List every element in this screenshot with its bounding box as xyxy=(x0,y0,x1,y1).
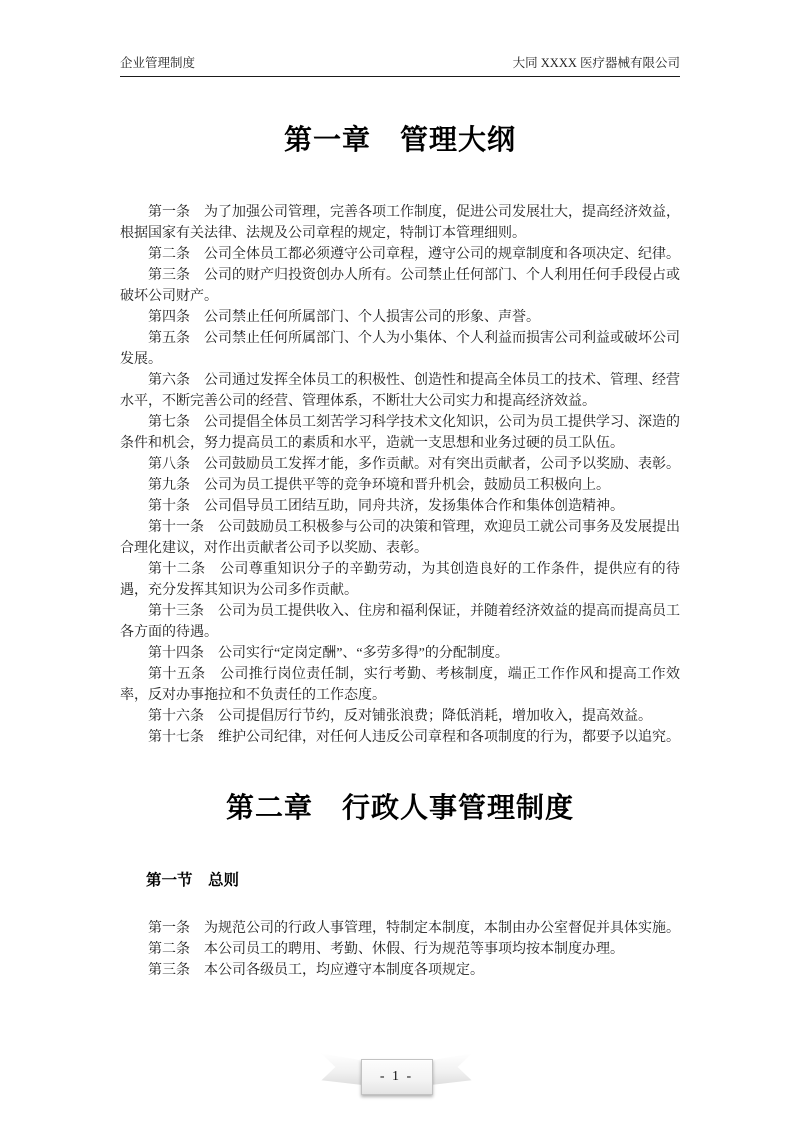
article-paragraph: 第十四条 公司实行“定岗定酬”、“多劳多得”的分配制度。 xyxy=(148,646,509,661)
chapter1-articles xyxy=(120,202,680,748)
chapter1-title: 第一章 管理大纲 xyxy=(283,125,516,156)
article-paragraph: 第十七条 维护公司纪律，对任何人违反公司章程和各项制度的行为，都要予以追究。 xyxy=(148,730,680,745)
page-number: - 1 - xyxy=(379,1069,414,1084)
chapter2-title: 第二章 行政人事管理制度 xyxy=(225,793,574,824)
article-paragraph: 第二条 本公司员工的聘用、考勤、休假、行为规范等事项均按本制度办理。 xyxy=(148,942,624,957)
article-paragraph: 第九条 公司为员工提供平等的竞争环境和晋升机会，鼓励员工积极向上。 xyxy=(148,478,610,493)
page-number-ribbon xyxy=(322,1048,472,1100)
article-paragraph: 第十二条 公司尊重知识分子的辛勤劳动，为其创造良好的工作条件，提供应有的待遇，充分发挥其知识为公司多作贡献。 xyxy=(120,562,680,598)
article-paragraph: 第十一条 公司鼓励员工积极参与公司的决策和管理，欢迎员工就公司事务及发展提出合理化建议，对作出贡献者公司予以奖励、表彰。 xyxy=(120,520,680,556)
page-header xyxy=(120,56,680,77)
article-paragraph: 第一条 为了加强公司管理，完善各项工作制度，促进公司发展壮大，提高经济效益，根据国家有关法律、法规及公司章程的规定，特制订本管理细则。 xyxy=(120,205,680,241)
article-paragraph: 第二条 公司全体员工都必须遵守公司章程，遵守公司的规章制度和各项决定、纪律。 xyxy=(148,247,680,262)
article-paragraph: 第十条 公司倡导员工团结互助，同舟共济，发扬集体合作和集体创造精神。 xyxy=(148,499,624,514)
article-paragraph: 第六条 公司通过发挥全体员工的积极性、创造性和提高全体员工的技术、管理、经营水平，不断完善公司的经营、管理体系，不断壮大公司实力和提高经济效益。 xyxy=(120,373,680,409)
article-paragraph: 第八条 公司鼓励员工发挥才能，多作贡献。对有突出贡献者，公司予以奖励、表彰。 xyxy=(148,457,680,472)
article-paragraph: 第五条 公司禁止任何所属部门、个人为小集体、个人利益而损害公司利益或破坏公司发展。 xyxy=(120,331,680,367)
article-paragraph: 第一条 为规范公司的行政人事管理，特制定本制度，本制由办公室督促并具体实施。 xyxy=(148,921,680,936)
article-paragraph: 第四条 公司禁止任何所属部门、个人损害公司的形象、声誉。 xyxy=(148,310,540,325)
header-doc-title: 企业管理制度 xyxy=(120,56,196,70)
page-number-box xyxy=(361,1059,433,1095)
article-paragraph: 第三条 公司的财产归投资创办人所有。公司禁止任何部门、个人利用任何手段侵占或破坏公司财产。 xyxy=(120,268,680,304)
header-company-name: 大同 XXXX 医疗器械有限公司 xyxy=(512,56,680,70)
article-paragraph: 第十六条 公司提倡厉行节约，反对铺张浪费；降低消耗，增加收入，提高效益。 xyxy=(148,709,652,724)
article-paragraph: 第十三条 公司为员工提供收入、住房和福利保证，并随着经济效益的提高而提高员工各方面的待遇。 xyxy=(120,604,680,640)
article-paragraph: 第十五条 公司推行岗位责任制，实行考勤、考核制度，端正工作作风和提高工作效率，反对办事拖拉和不负责任的工作态度。 xyxy=(120,667,680,703)
article-paragraph: 第三条 本公司各级员工，均应遵守本制度各项规定。 xyxy=(148,963,484,978)
section1-articles xyxy=(120,918,680,981)
article-paragraph: 第七条 公司提倡全体员工刻苦学习科学技术文化知识，公司为员工提供学习、深造的条件和机会，努力提高员工的素质和水平，造就一支思想和业务过硬的员工队伍。 xyxy=(120,415,680,451)
section1-title: 第一节 总则 xyxy=(146,872,240,889)
